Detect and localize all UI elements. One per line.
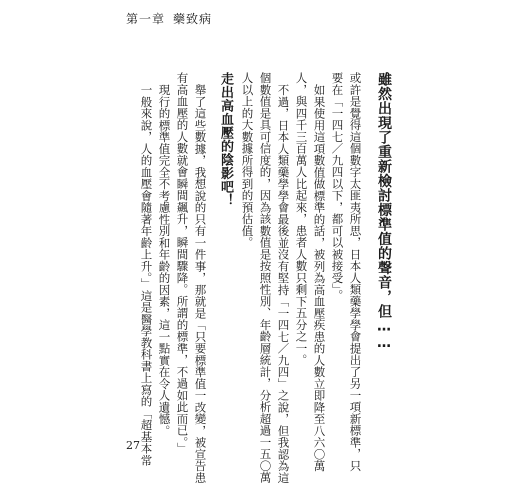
paragraph-line: 舉了這些數據，我想說的只有一件事，那就是「只要標準值一改變，被宣告患 xyxy=(193,84,208,484)
section-heading: 走出高血壓的陰影吧！ xyxy=(218,72,233,207)
paragraph-line: 人以上的大數據所得到的預估值。 xyxy=(240,72,255,249)
section-heading: 雖然出現了重新檢討標準值的聲音，但…… xyxy=(376,72,392,352)
paragraph-line: 不過，日本人類藥學學會最後並沒有堅持「一四七／九四」之說，但我認為這 xyxy=(276,84,291,484)
paragraph-line: 要在「一四七／九四以下，都可以被接受」。 xyxy=(330,72,345,302)
page-number: 27 xyxy=(126,439,140,452)
paragraph-line: 現行的標準值完全不考慮性別和年齡的因素，這一點實在令人遺憾。 xyxy=(157,84,172,437)
paragraph-line: 個數值是具可信度的，因為該數值是按照性別、年齡層統計，分析超過一五〇萬 xyxy=(258,72,273,484)
chapter-label: 第一章 xyxy=(126,12,166,26)
paragraph-line: 人，與四千三百萬人比起來，患者人數只剩下五分之一。 xyxy=(294,72,309,366)
chapter-title: 藥致病 xyxy=(173,12,213,26)
paragraph-line: 一般來說，人的血壓會隨著年齡上升。」這是醫學教科書上寫的「超基本常 xyxy=(139,84,154,466)
paragraph-line: 有高血壓的人數就會瞬間飆升，瞬間驟降。所謂的標準，不過如此而已。」 xyxy=(175,72,190,454)
paragraph-line: 如果使用這項數值做標準的話，被列為高血壓疾患的人數立即降至八六〇萬 xyxy=(312,84,327,472)
paragraph-line: 或許是覺得這個數字太匪夷所思，日本人類藥學學會提出了另一項新標準，只 xyxy=(348,72,363,472)
running-header xyxy=(126,10,212,27)
